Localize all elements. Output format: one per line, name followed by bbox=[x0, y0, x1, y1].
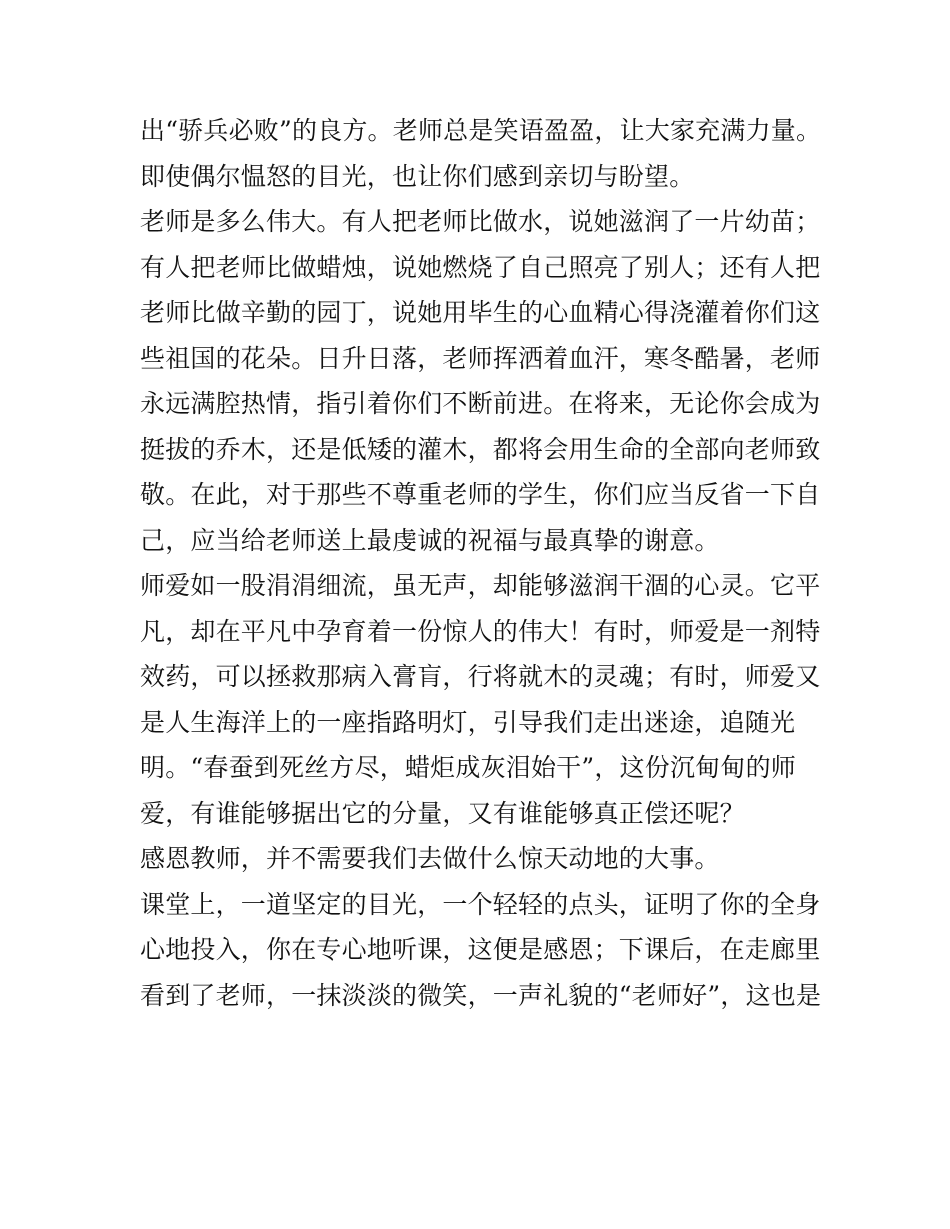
text-line: 有人把老师比做蜡烛，说她燃烧了自己照亮了别人；还有人把 bbox=[140, 252, 821, 282]
text-line: 即使偶尔愠怒的目光，也让你们感到亲切与盼望。 bbox=[140, 161, 695, 191]
text-line: 看到了老师，一抹淡淡的微笑，一声礼貌的“老师好”，这也是 bbox=[140, 980, 822, 1010]
text-line: 师爱如一股涓涓细流，虽无声，却能够滋润干涸的心灵。它平 bbox=[140, 571, 821, 600]
text-line: 明。“春蚕到死丝方尽，蜡炬成灰泪始干”，这份沉甸甸的师 bbox=[140, 753, 796, 782]
text-line: 是人生海洋上的一座指路明灯，引导我们走出迷途，追随光 bbox=[140, 707, 796, 737]
text-line: 挺拔的乔木，还是低矮的灌木，都将会用生命的全部向老师致 bbox=[140, 434, 821, 464]
text-line: 老师比做辛勤的园丁，说她用毕生的心血精心得浇灌着你们这 bbox=[140, 298, 821, 327]
text-line: 课堂上，一道坚定的目光，一个轻轻的点头，证明了你的全身 bbox=[140, 889, 821, 919]
text-line: 爱，有谁能够据出它的分量，又有谁能够真正偿还呢？ bbox=[140, 798, 745, 828]
text-line: 些祖国的花朵。日升日落，老师挥洒着血汗，寒冬酷暑，老师 bbox=[140, 343, 821, 373]
text-line: 凡，却在平凡中孕育着一份惊人的伟大！有时，师爱是一剂特 bbox=[140, 616, 821, 646]
text-line: 老师是多么伟大。有人把老师比做水，说她滋润了一片幼苗； bbox=[140, 207, 821, 236]
text-line: 永远满腔热情，指引着你们不断前进。在将来，无论你会成为 bbox=[140, 389, 821, 418]
text-line: 感恩教师，并不需要我们去做什么惊天动地的大事。 bbox=[140, 844, 720, 873]
text-line: 出“骄兵必败”的良方。老师总是笑语盈盈，让大家充满力量。 bbox=[140, 116, 822, 145]
text-line: 效药，可以拯救那病入膏肓，行将就木的灵魂；有时，师爱又 bbox=[140, 662, 821, 691]
body-text bbox=[140, 108, 840, 1018]
text-line: 敬。在此，对于那些不尊重老师的学生，你们应当反省一下自 bbox=[140, 480, 821, 509]
text-line: 心地投入，你在专心地听课，这便是感恩；下课后，在走廊里 bbox=[140, 935, 821, 964]
text-line: 己，应当给老师送上最虔诚的祝福与最真挚的谢意。 bbox=[140, 525, 720, 555]
